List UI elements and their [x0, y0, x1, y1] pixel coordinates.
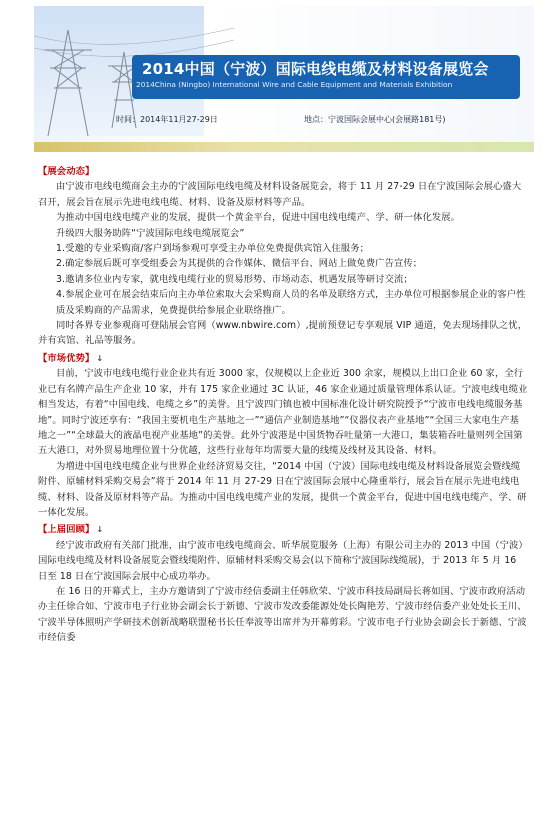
banner-title-cn: 2014中国（宁波）国际电线电缆及材料设备展览会 — [142, 60, 489, 78]
banner-grass-strip — [34, 142, 534, 152]
exhibition-place: 地点：宁波国际会展中心(会展路181号) — [304, 115, 446, 124]
paragraph-mark-icon: ↓ — [96, 353, 104, 363]
exhibition-time: 时间：2014年11月27-29日 — [116, 115, 218, 124]
banner-title-en: 2014China (Ningbo) International Wire and Cable Equipment and Materials Exhibition — [136, 80, 453, 89]
section-heading-review: 【上届回顾】 ↓ — [38, 524, 104, 536]
paragraph: 经宁波市政府有关部门批准，由宁波市电线电缆商会、昕华展览服务（上海）有限公司主办的 2013 中国（宁波）国际电线电缆及材料设备展览会暨线缆附件、原辅材料采购交易会(以下简称宁波国际线缆展)，于 2013 年 5 月 16 日至 18 日在宁波国际会展中心成功举办。 — [38, 539, 528, 582]
article-body — [38, 164, 528, 646]
paragraph: 为推动中国电线电缆产业的发展，提供一个黄金平台，促进中国电线电缆产、学、研一体化发展。 — [56, 212, 461, 224]
paragraph: 目前，宁波市电线电缆行业企业共有近 3000 家，仅规模以上企业近 300 余家，规模以上出口企业 60 家，全行业已有名牌产品生产企业 10 家，并有 175 家企业通过 3C 认证，46 家企业通过质量管理体系认证。宁波电线电缆业相当发达，有着“中国电线、电缆之乡”的美誉。且宁波四门镇也被中国标准化设计研究院授予“宁波市电线电缆服务基地”。同时宁波还享有：“我国主要机电生产基地之一”“通信产业制造基地”“仪器仪表产业基地”“全国三大家电生产基地之一”“全球最大的液晶电视产业基地”的美誉。此外宁波港是中国货物吞吐量第一大港口，集装箱吞吐量则列全国第五大港口，对外贸易地理位置十分优越，这些行业每年均需要大量的线缆及线材及其设备、材料。 — [38, 368, 528, 457]
service-item: 4.参展企业可在展会结束后向主办单位索取大会采购商人员的名单及联络方式，主办单位可根据参展企业的客户性质及采购商的产品需求，免费提供给参展企业联络推广。 — [56, 289, 526, 316]
paragraph: 为増进中国电线电缆企业与世界企业经济贸易交往，“2014 中国（宁波）国际电线电缆及材料设备展览会暨线缆附件、原辅材料采购交易会”将于 2014 年 11 月 27-29 日在宁波国际会展中心隆重举行，展会旨在展示先进电线电缆、材料、设备及原材料等产品。为推动中国电线电缆产业的发展，提供一个黄金平台，促进中国电线电缆产、学、研一体化发展。 — [38, 460, 527, 518]
paragraph: 同时各界专业参观商可登陆展会官网（www.nbwire.com）,提前预登记专享观展 VIP 通道，免去现场排队之忧，并有宾馆、礼品等服务。 — [38, 320, 528, 347]
services-subheading: 升级四大服务助阵“宁波国际电线电缆展览会” — [56, 227, 245, 239]
section-heading-market: 【市场优势】 ↓ — [38, 352, 104, 364]
paragraph: 在 16 日的开幕式上，主办方邀请到了宁波市经信委副主任韩欣荣、宁波市科技局副局长蒋如国、宁波市政府活动办主任徐合如、宁波市电子行业协会副会长于新德、宁波市发改委能源处处长陶艳芳、宁波市经信委产业处处长王川、宁波半导体照明产学研技术创新战略联盟秘书长任奉波等出席并为开幕剪彩。宁波市电子行业协会副会长于新德、宁波市经信委 — [38, 585, 527, 644]
paragraph: 由宁波市电线电缆商会主办的宁波国际电线电缆及材料设备展览会，将于 11 月 27-29 日在宁波国际会展心盛大召开，展会旨在展示先进电线电缆、材料、设备及原材料等产品。 — [38, 181, 522, 208]
service-item: 2.确定参展后既可享受组委会为其提供的合作媒体、微信平台、网站上做免费广告宣传； — [56, 258, 423, 270]
paragraph-mark-icon: ↓ — [96, 525, 104, 535]
service-item: 3.邀请多位业内专家，就电线电缆行业的贸易形势、市场动态、机遇发展等研讨交流； — [56, 273, 413, 285]
document-page — [24, 0, 534, 834]
section-heading-news: 【展会动态】 — [38, 166, 95, 177]
service-item: 1.受邀的专业采购商/客户到场参观可享受主办单位免费提供宾馆入住服务； — [56, 243, 370, 255]
